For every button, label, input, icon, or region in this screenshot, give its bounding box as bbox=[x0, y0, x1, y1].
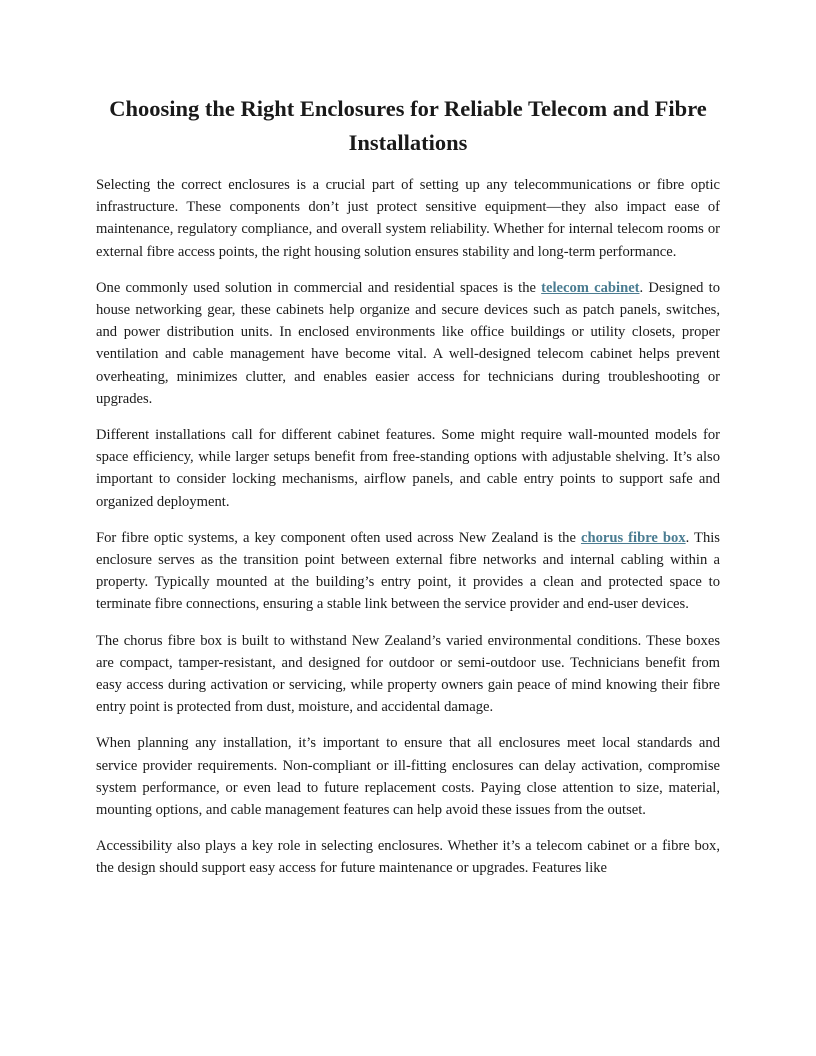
paragraph-text: One commonly used solution in commercial and residential spaces is the bbox=[96, 279, 542, 296]
paragraph-planning: When planning any installation, it’s important to ensure that all enclosures meet local standards and service provider requirements. Non-compliant or ill-fitting enclosures can delay activation, compromise system performance, or even lead to future replacement costs. Paying close attention to size, material, mounting options, and cable management features can help avoid these issues from the outset. bbox=[96, 735, 720, 819]
paragraph-accessibility: Accessibility also plays a key role in selecting enclosures. Whether it’s a telecom cabinet or a fibre box, the design should support easy access for future maintenance or upgrades. Features like bbox=[96, 838, 720, 877]
paragraph-text: . This enclosure serves as the transition point between external fibre networks and internal cabling within a property. Typically mounted at the building’s entry point, it provides a clean and protected space to terminate fibre connections, ensuring a stable link between the service provider and end-user devices. bbox=[96, 529, 720, 613]
paragraph-environment: The chorus fibre box is built to withstand New Zealand’s varied environmental conditions. These boxes are compact, tamper-resistant, and designed for outdoor or semi-outdoor use. Technicians benefit from easy access during activation or servicing, while property owners gain peace of mind knowing their fibre entry point is protected from dust, moisture, and accidental damage. bbox=[96, 632, 720, 716]
paragraph-intro: Selecting the correct enclosures is a crucial part of setting up any telecommunications or fibre optic infrastructure. These components don’t just protect sensitive equipment—they also impact ease of maintenance, regulatory compliance, and overall system reliability. Whether for internal telecom rooms or external fibre access points, the right housing solution ensures stability and long-term performance. bbox=[96, 177, 720, 260]
paragraph-chorus-fibre-box bbox=[96, 527, 720, 616]
paragraph-cabinet-features: Different installations call for different cabinet features. Some might require wall-mounted models for space efficiency, while larger setups benefit from free-standing options with adjustable shelving. It’s also important to consider locking mechanisms, airflow panels, and cable entry points to support safe and organized deployment. bbox=[96, 427, 720, 510]
document-page bbox=[96, 92, 720, 894]
paragraph-telecom-cabinet bbox=[96, 277, 720, 410]
paragraph-text: For fibre optic systems, a key component often used across New Zealand is the bbox=[96, 529, 581, 546]
telecom-cabinet-link[interactable]: telecom cabinet bbox=[541, 279, 640, 296]
paragraph-text: . Designed to house networking gear, these cabinets help organize and secure devices such as patch panels, switches, and power distribution units. In enclosed environments like office buildings or utility closets, proper ventilation and cable management have become vital. A well-designed telecom cabinet helps prevent overheating, minimizes clutter, and enables easier access for technicians during troubleshooting or upgrades. bbox=[96, 279, 720, 407]
chorus-fibre-box-link[interactable]: chorus fibre box bbox=[580, 529, 686, 546]
page-title: Choosing the Right Enclosures for Reliable Telecom and Fibre Installations bbox=[109, 96, 707, 155]
